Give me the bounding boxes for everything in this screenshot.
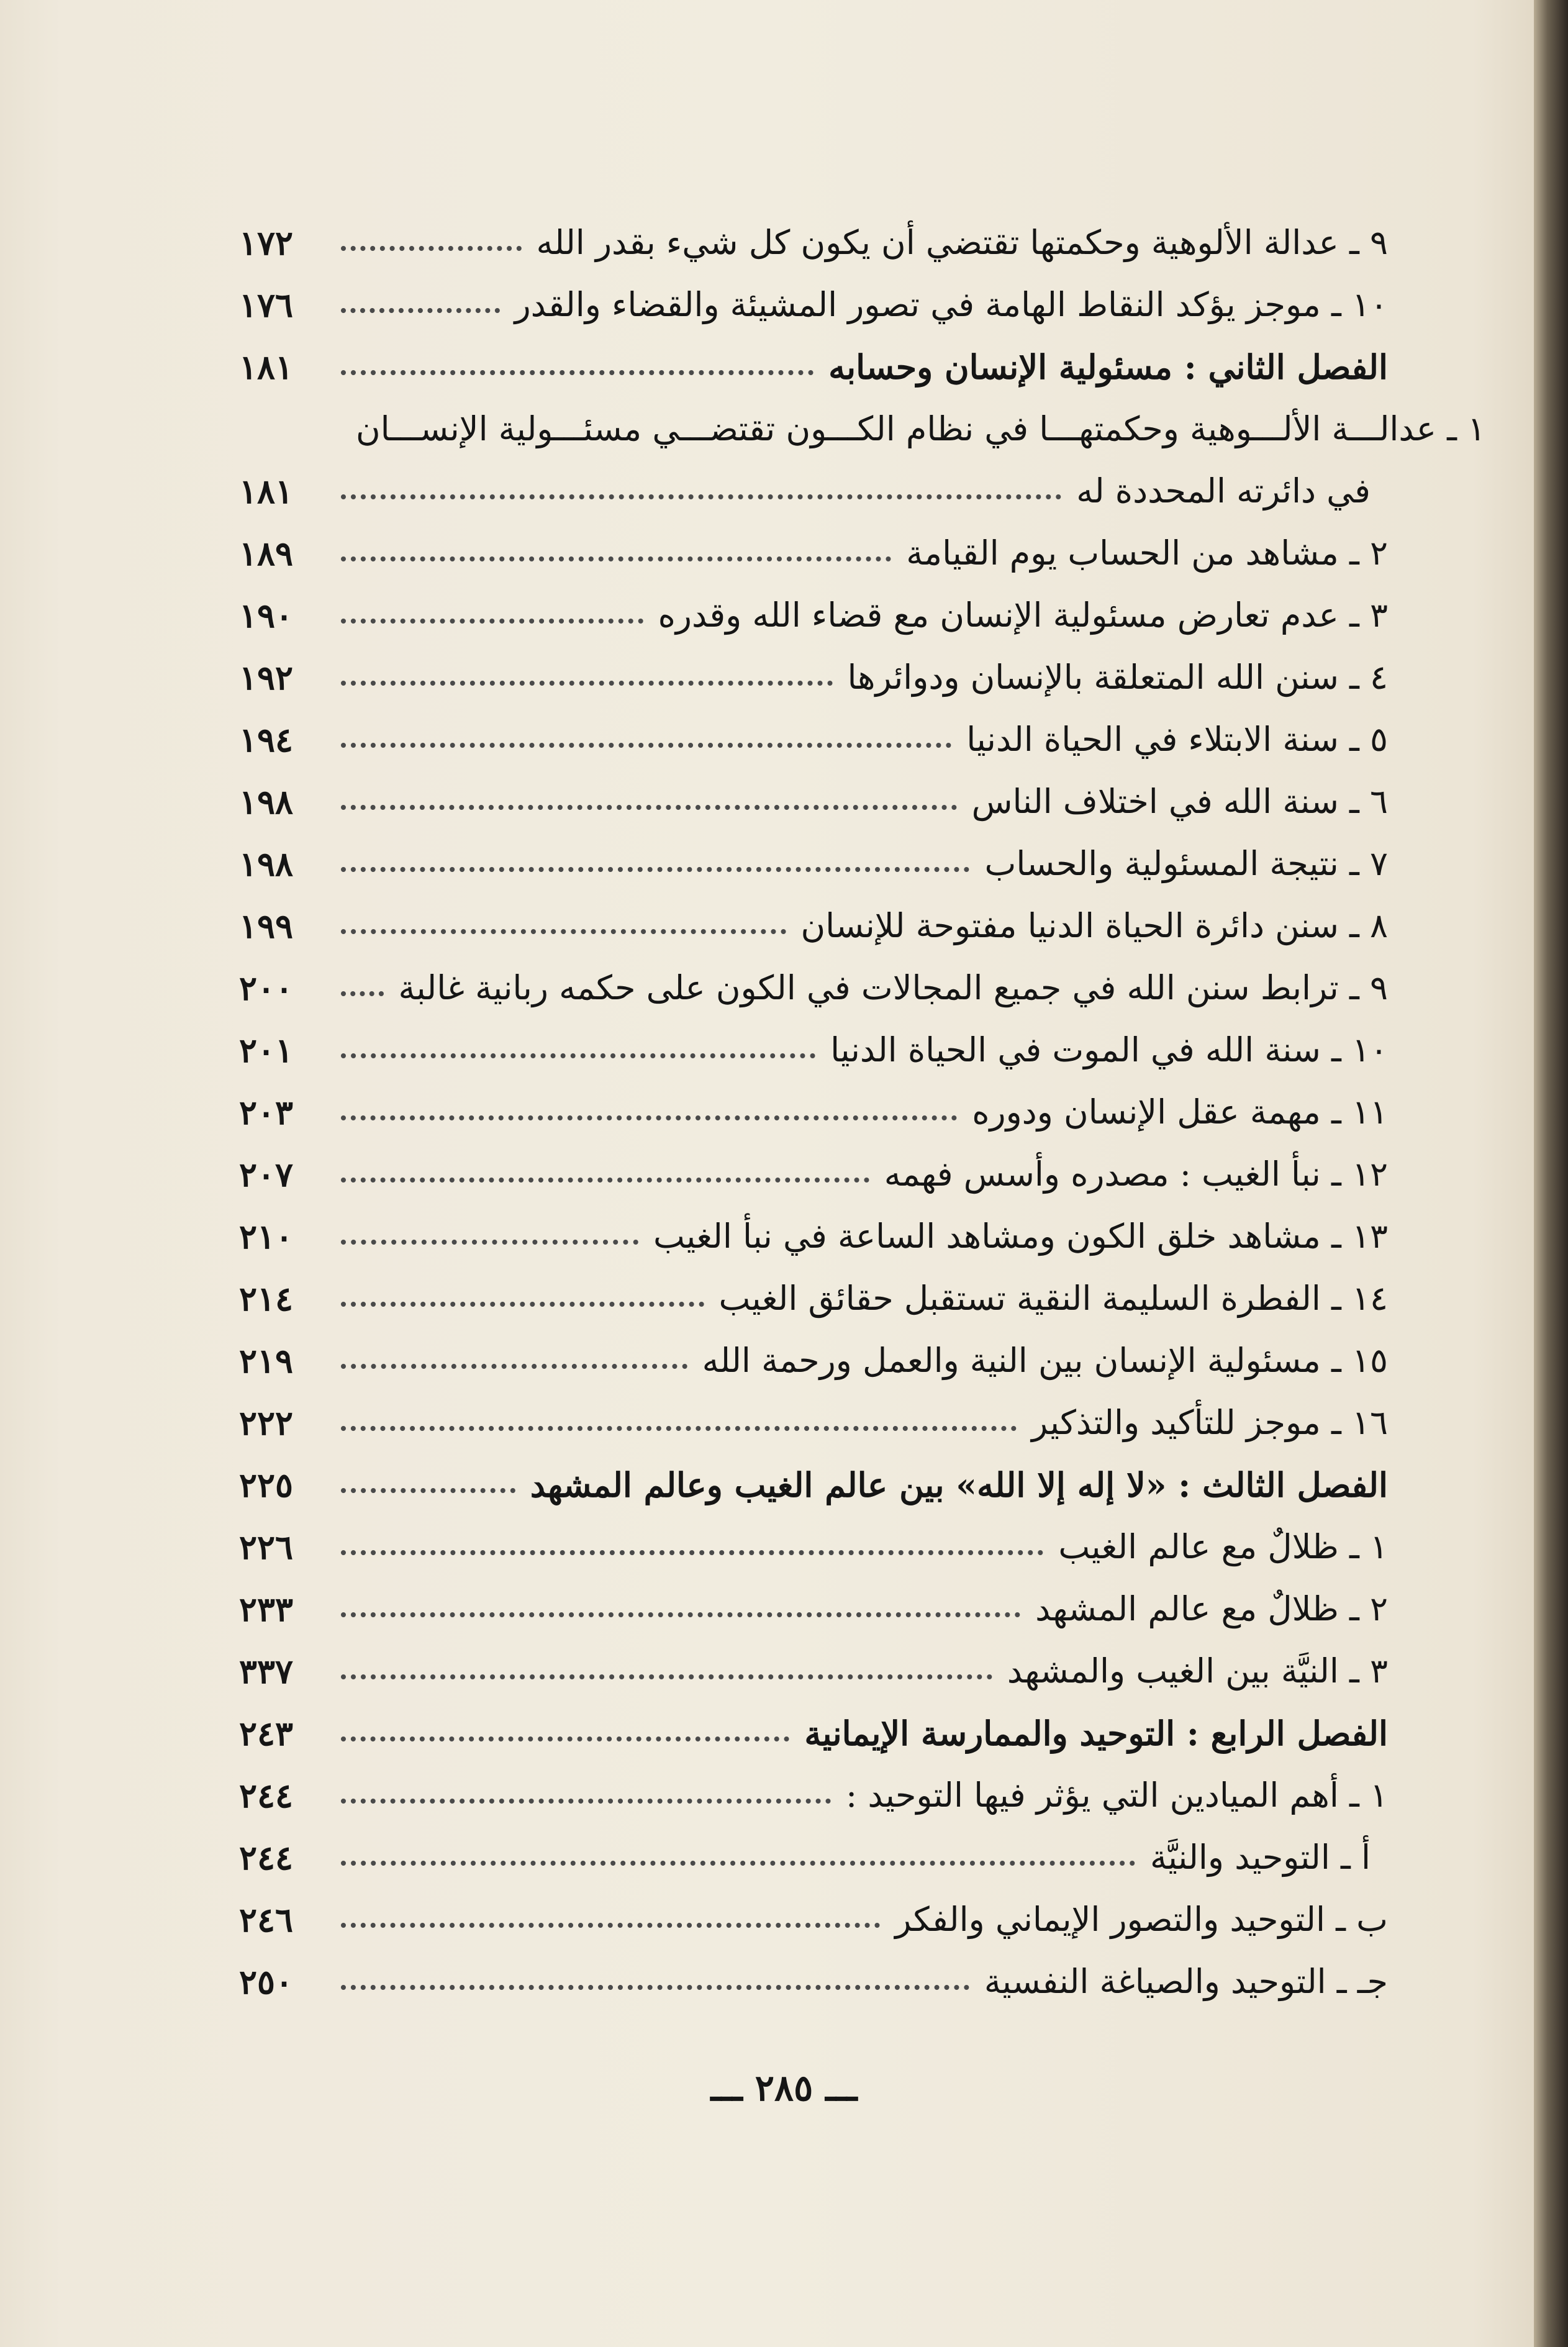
dot-leader xyxy=(341,1674,992,1679)
toc-entry-label: ١٢ ـ نبأ الغيب : مصدره وأسس فهمه xyxy=(884,1155,1388,1194)
toc-entry-label: ١٠ ـ سنة الله في الموت في الحياة الدنيا xyxy=(830,1030,1388,1069)
toc-page-number: ١٩٢ xyxy=(239,658,294,697)
toc-entry-label: ٢ ـ مشاهد من الحساب يوم القيامة xyxy=(906,533,1388,573)
dot-leader xyxy=(341,1861,1135,1866)
toc-entry-label: ٦ ـ سنة الله في اختلاف الناس xyxy=(971,782,1388,821)
dot-leader xyxy=(341,1053,815,1058)
toc-chapter-row xyxy=(239,1688,1388,1753)
toc-entry-row xyxy=(239,1564,1388,1629)
toc-page-number: ١٧٦ xyxy=(239,285,294,325)
dot-leader xyxy=(341,556,891,561)
toc-entry-label: ٤ ـ سنن الله المتعلقة بالإنسان ودوائرها xyxy=(847,658,1388,697)
dot-leader xyxy=(341,1178,869,1183)
toc-entry-row xyxy=(239,508,1388,573)
toc-page-number: ٢٤٦ xyxy=(239,1900,294,1940)
dot-leader xyxy=(341,1488,515,1493)
toc-entry-label: ٣ ـ عدم تعارض مسئولية الإنسان مع قضاء الله وقدره xyxy=(658,596,1388,635)
toc-entry-row xyxy=(239,1067,1388,1132)
dot-leader xyxy=(341,681,833,686)
toc-page-number: ١٩٤ xyxy=(239,720,294,760)
toc-page-number: ١٩٠ xyxy=(239,596,294,635)
toc-page-number: ٢٤٣ xyxy=(239,1714,294,1753)
toc-entry-label: ١٣ ـ مشاهد خلق الكون ومشاهد الساعة في نبأ الغيب xyxy=(653,1217,1388,1256)
toc-entry-row xyxy=(239,570,1388,635)
toc-entry-label: ١٤ ـ الفطرة السليمة النقية تستقبل حقائق الغيب xyxy=(718,1279,1388,1318)
toc-entry-label: في دائرته المحددة له xyxy=(1076,471,1371,511)
toc-page-number: ٢٤٤ xyxy=(239,1776,294,1815)
dot-leader xyxy=(341,1985,969,1990)
dot-leader xyxy=(341,1364,687,1369)
toc-entry-label: الفصل الرابع : التوحيد والممارسة الإيمانية xyxy=(804,1714,1388,1753)
dot-leader xyxy=(341,1923,880,1928)
toc-entry-row xyxy=(239,1005,1388,1070)
dot-leader xyxy=(341,308,500,313)
toc-entry-row xyxy=(239,1378,1388,1443)
toc-page-number: ٣٣٧ xyxy=(239,1651,294,1691)
toc-entry-label: ٥ ـ سنة الابتلاء في الحياة الدنيا xyxy=(966,720,1388,759)
toc-entry-label: ١٠ ـ موجز يؤكد النقاط الهامة في تصور المشيئة والقضاء والقدر xyxy=(514,285,1388,324)
toc-entry-label: ٣ ـ النيَّة بين الغيب والمشهد xyxy=(1007,1651,1388,1691)
toc-page-number: ٢٠٣ xyxy=(239,1092,294,1132)
toc-entry-row xyxy=(239,943,1388,1008)
toc-entry-label: ٩ ـ ترابط سنن الله في جميع المجالات في الكون على حكمه ربانية غالبة xyxy=(398,968,1388,1007)
toc-entry-label: جـ ـ التوحيد والصياغة النفسية xyxy=(984,1962,1388,2001)
toc-entry-row xyxy=(239,881,1388,946)
toc-entry-row xyxy=(239,1750,1388,1815)
toc-chapter-row xyxy=(239,1440,1388,1505)
toc-page-number: ٢٠٧ xyxy=(239,1155,294,1194)
toc-entry-label: ١ ـ عدالـــة الألـــوهية وحكمتهـــا في نظام الكـــون تقتضـــي مسئـــولية الإنســـان xyxy=(356,409,1486,448)
toc-entry-row xyxy=(239,1315,1388,1381)
dot-leader xyxy=(341,1426,1017,1431)
toc-entry-row xyxy=(239,1129,1388,1194)
toc-page-number: ٢٣٣ xyxy=(239,1589,294,1629)
toc-entry-label: ٢ ـ ظلالٌ مع عالم المشهد xyxy=(1035,1589,1388,1628)
toc-page-number: ٢٢٢ xyxy=(239,1403,294,1443)
dot-leader xyxy=(341,1799,831,1804)
toc-entry-row xyxy=(239,1812,1388,1877)
toc-entry-label: ١ ـ ظلالٌ مع عالم الغيب xyxy=(1058,1527,1388,1566)
toc-page-number: ٢٠٠ xyxy=(239,968,294,1008)
dot-leader xyxy=(341,929,786,934)
toc-entry-row xyxy=(239,694,1388,760)
toc-entry-label: ١١ ـ مهمة عقل الإنسان ودوره xyxy=(972,1092,1388,1132)
toc-entry-label: ١٦ ـ موجز للتأكيد والتذكير xyxy=(1031,1403,1388,1442)
toc-entry-row xyxy=(239,260,1388,325)
toc-page-number: ٢١٩ xyxy=(239,1341,294,1381)
toc-entry-label: الفصل الثاني : مسئولية الإنسان وحسابه xyxy=(828,347,1388,387)
toc-entry-label: ١٥ ـ مسئولية الإنسان بين النية والعمل ورحمة الله xyxy=(702,1341,1388,1380)
toc-entry-label: الفصل الثالث : «لا إله إلا الله» بين عالم الغيب وعالم المشهد xyxy=(530,1465,1388,1505)
toc-chapter-row xyxy=(239,322,1388,387)
dot-leader xyxy=(341,370,813,375)
toc-entry-label: ١ ـ أهم الميادين التي يؤثر فيها التوحيد : xyxy=(845,1776,1388,1815)
dot-leader xyxy=(341,1115,957,1120)
toc-page-number: ٢١٠ xyxy=(239,1217,294,1256)
toc-entry-row xyxy=(239,819,1388,884)
toc-entry-row xyxy=(239,1626,1388,1691)
toc-entry-row xyxy=(239,1502,1388,1567)
toc-page-number: ١٧٢ xyxy=(239,223,294,263)
toc-entry-label: ٧ ـ نتيجة المسئولية والحساب xyxy=(984,844,1388,883)
dot-leader xyxy=(341,1240,638,1245)
toc-entry-label: ٩ ـ عدالة الألوهية وحكمتها تقتضي أن يكون كل شيء بقدر الله xyxy=(536,223,1388,262)
toc-entry-row xyxy=(239,1253,1388,1319)
toc-entry-row xyxy=(239,756,1388,822)
toc-page-number: ١٩٨ xyxy=(239,782,294,822)
toc-page-number: ٢٢٥ xyxy=(239,1465,294,1505)
toc-page-number: ٢١٤ xyxy=(239,1279,294,1319)
toc-page-number: ٢٤٤ xyxy=(239,1838,294,1877)
dot-leader xyxy=(341,1736,789,1741)
toc-entry-row xyxy=(239,1874,1388,1940)
table-of-contents xyxy=(239,197,1486,2002)
toc-page-number: ١٨١ xyxy=(239,471,294,511)
page-edge-shadow xyxy=(1534,0,1568,2347)
dot-leader xyxy=(341,1302,704,1307)
toc-page-number: ١٩٨ xyxy=(239,844,294,884)
toc-page-number: ٢٥٠ xyxy=(239,1962,294,2002)
toc-entry-row xyxy=(239,446,1388,511)
dot-leader xyxy=(341,991,384,996)
toc-entry-label: ٨ ـ سنن دائرة الحياة الدنيا مفتوحة للإنسان xyxy=(800,906,1388,945)
dot-leader xyxy=(341,867,969,872)
toc-entry-row xyxy=(239,197,1388,263)
toc-entry-row xyxy=(239,1191,1388,1256)
toc-page-number: ١٨١ xyxy=(239,347,294,387)
toc-entry-label: ب ـ التوحيد والتصور الإيماني والفكر xyxy=(895,1900,1388,1939)
toc-page-number: ١٨٩ xyxy=(239,533,294,573)
dot-leader xyxy=(341,246,522,251)
dot-leader xyxy=(341,494,1061,499)
toc-entry-label: أ ـ التوحيد والنيَّة xyxy=(1149,1838,1371,1877)
dot-leader xyxy=(341,1612,1020,1617)
dot-leader xyxy=(341,743,951,748)
dot-leader xyxy=(341,1550,1043,1555)
toc-entry-row xyxy=(239,384,1486,448)
toc-page-number: ٢٠١ xyxy=(239,1030,294,1070)
toc-page-number: ٢٢٦ xyxy=(239,1527,294,1567)
toc-page-number: ١٩٩ xyxy=(239,906,294,946)
page-number-footer: ـــ ٢٨٥ ـــ xyxy=(710,2067,858,2109)
toc-entry-row xyxy=(239,632,1388,697)
dot-leader xyxy=(341,805,957,810)
dot-leader xyxy=(341,619,643,624)
toc-entry-row xyxy=(239,1936,1388,2002)
